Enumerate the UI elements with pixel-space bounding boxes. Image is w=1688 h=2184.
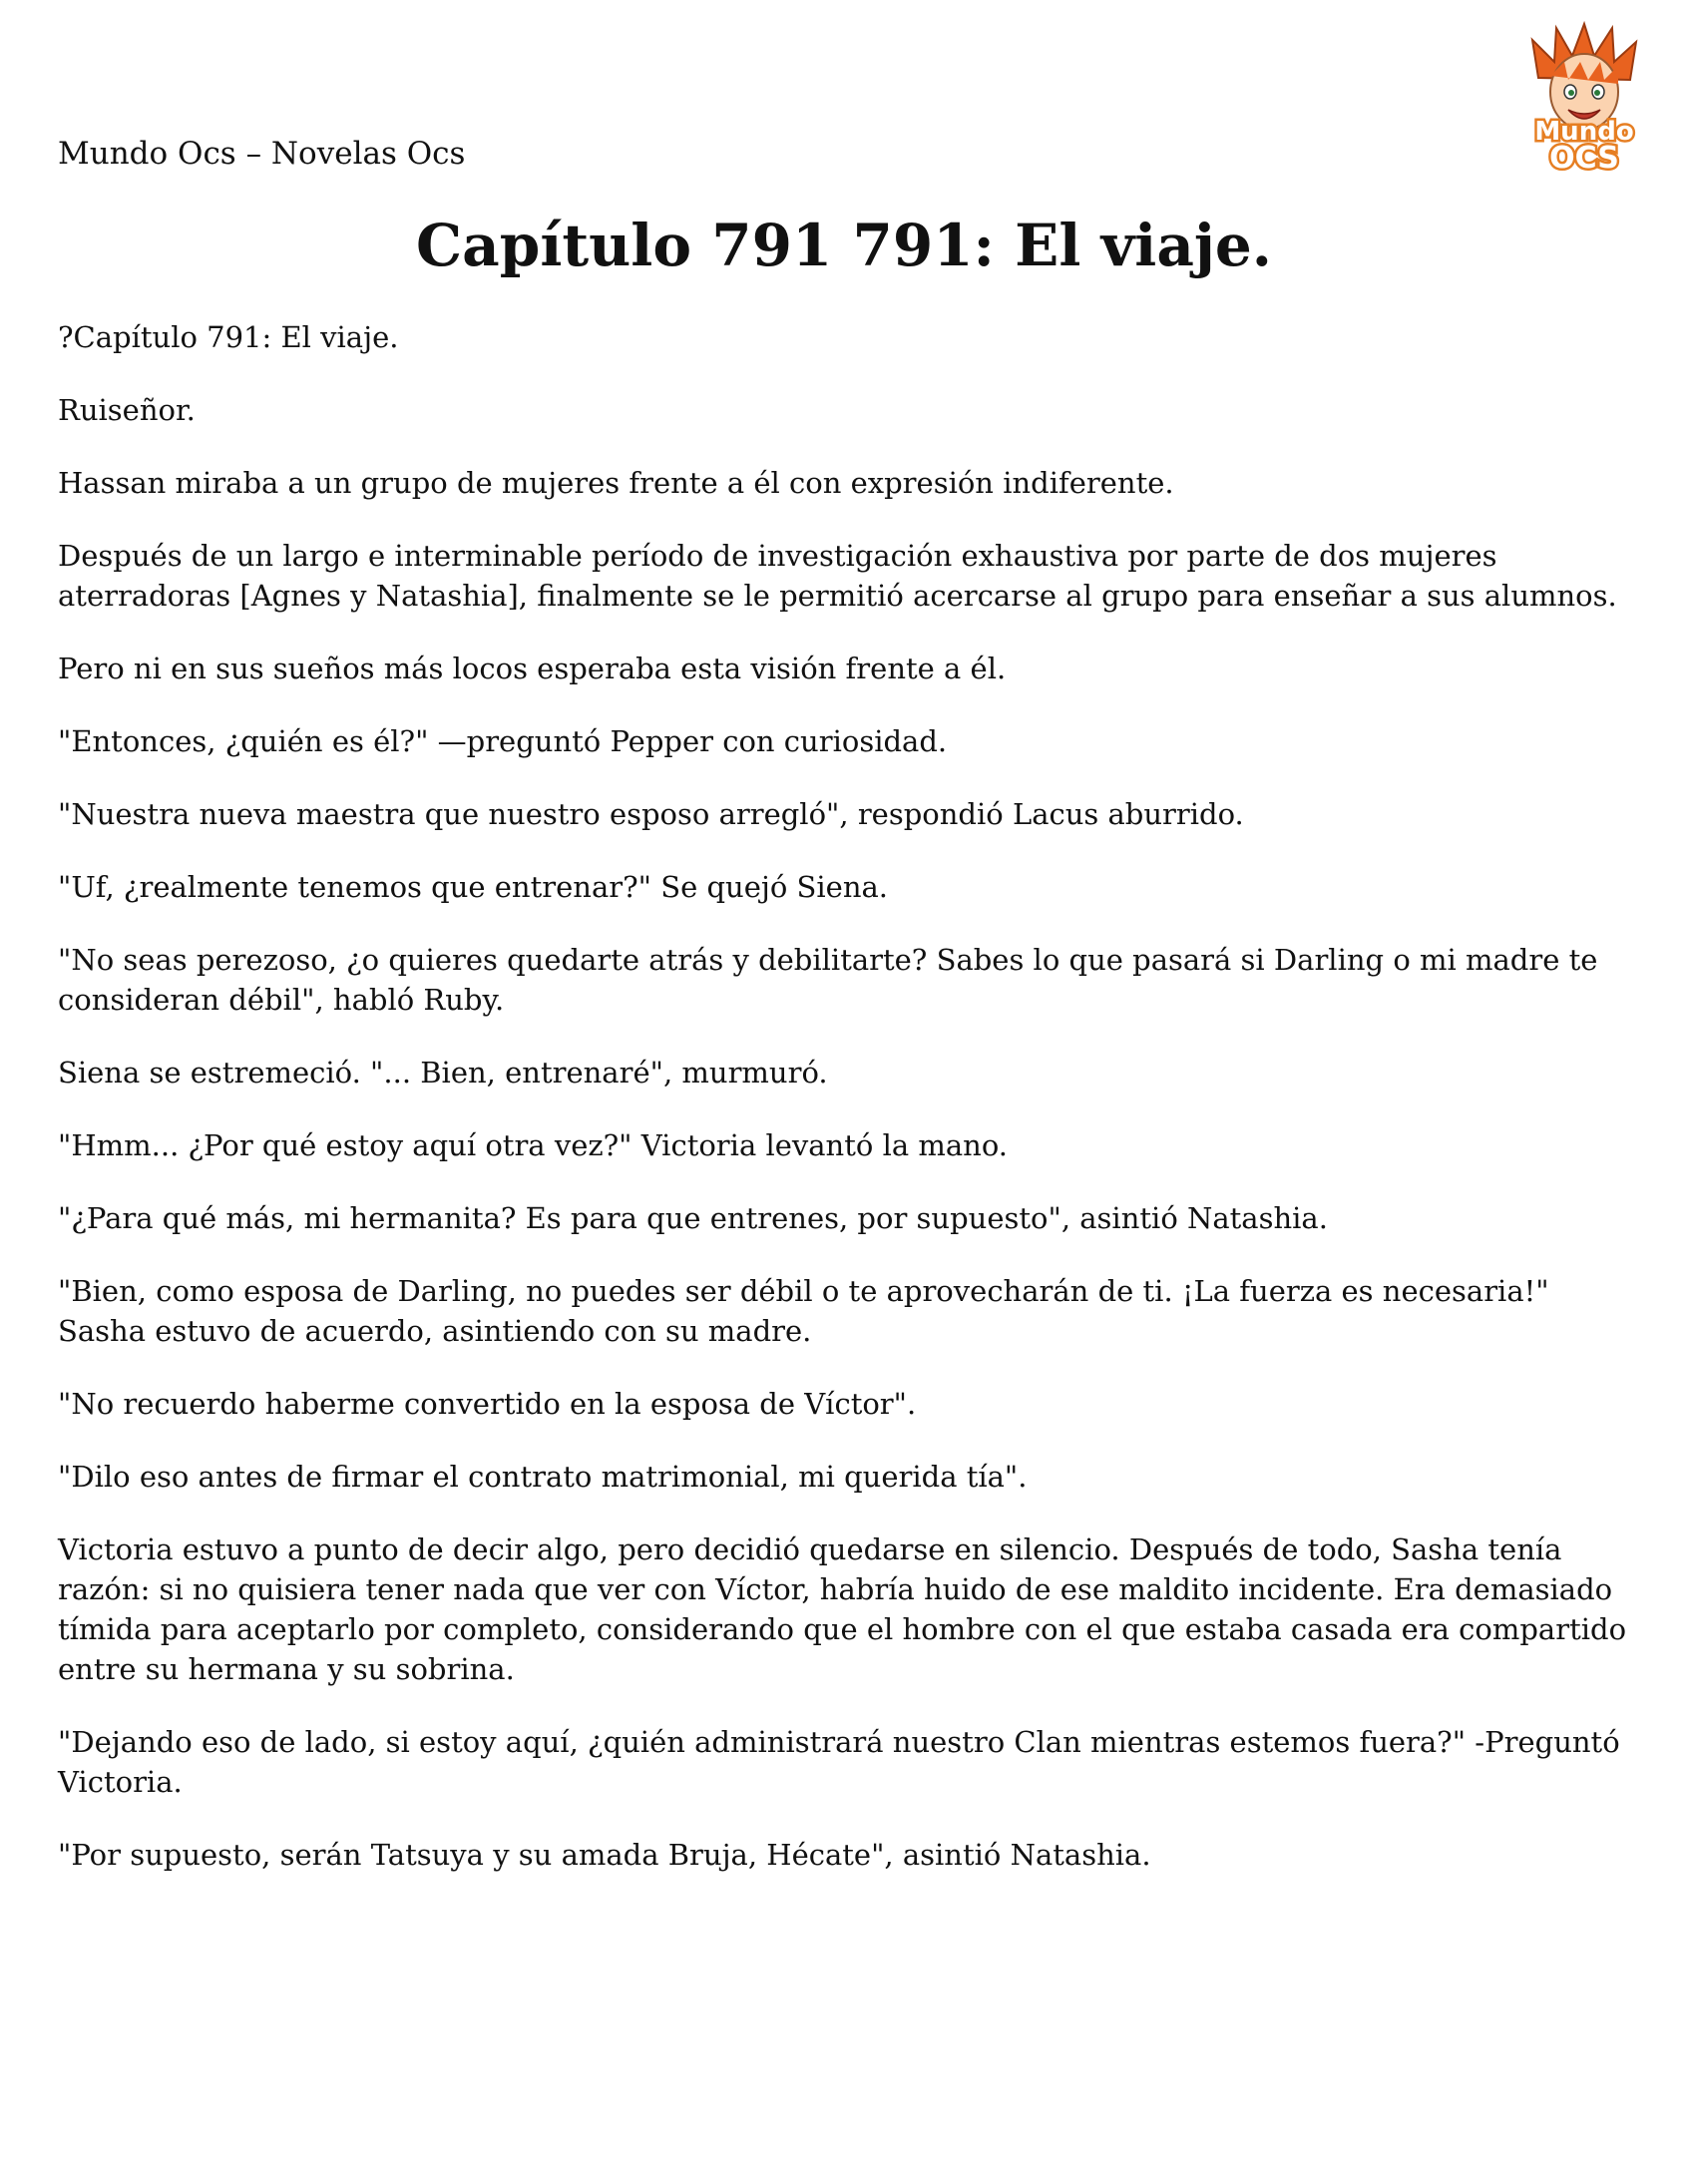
paragraph: "Nuestra nueva maestra que nuestro esposo arregló", respondió Lacus aburrido. bbox=[58, 797, 1244, 831]
paragraph: ?Capítulo 791: El viaje. bbox=[58, 320, 399, 354]
paragraph: Después de un largo e interminable período de investigación exhaustiva por parte de dos mujeres aterradoras [Agnes y Natashia], finalmente se le permitió acercarse al grupo para enseñar a sus alumnos. bbox=[58, 539, 1617, 613]
paragraph: "Entonces, ¿quién es él?" —preguntó Pepper con curiosidad. bbox=[58, 724, 948, 758]
paragraph: Ruiseñor. bbox=[58, 393, 196, 427]
paragraph: "No seas perezoso, ¿o quieres quedarte atrás y debilitarte? Sabes lo que pasará si Darling o mi madre te consideran débil", habló Ruby. bbox=[58, 943, 1598, 1017]
paragraph: "¿Para qué más, mi hermanita? Es para que entrenes, por supuesto", asintió Natashia. bbox=[58, 1201, 1328, 1235]
chapter-body bbox=[58, 317, 1644, 1908]
paragraph: "Por supuesto, serán Tatsuya y su amada Bruja, Hécate", asintió Natashia. bbox=[58, 1838, 1151, 1872]
svg-text:Mundo: Mundo bbox=[1534, 117, 1634, 147]
paragraph: Pero ni en sus sueños más locos esperaba esta visión frente a él. bbox=[58, 652, 1007, 685]
paragraph: Victoria estuvo a punto de decir algo, pero decidió quedarse en silencio. Después de todo, Sasha tenía razón: si no quisiera tener nada que ver con Víctor, habría huido de ese maldito incidente. Era demasiado tímida para aceptarlo por completo, considerando que el hombre con el que estaba casada era compartido entre su hermana y su sobrina. bbox=[58, 1532, 1627, 1686]
paragraph: "Bien, como esposa de Darling, no puedes ser débil o te aprovecharán de ti. ¡La fuerza es necesaria!" Sasha estuvo de acuerdo, asintiendo con su madre. bbox=[58, 1274, 1549, 1348]
paragraph: "Dejando eso de lado, si estoy aquí, ¿quién administrará nuestro Clan mientras estemos fuera?" -Preguntó Victoria. bbox=[58, 1725, 1620, 1799]
paragraph: Siena se estremeció. "... Bien, entrenaré", murmuró. bbox=[58, 1056, 828, 1090]
mundo-ocs-logo bbox=[1504, 18, 1664, 178]
svg-text:OCS: OCS bbox=[1549, 141, 1619, 176]
paragraph: "Dilo eso antes de firmar el contrato matrimonial, mi querida tía". bbox=[58, 1460, 1028, 1494]
paragraph: "Uf, ¿realmente tenemos que entrenar?" Se quejó Siena. bbox=[58, 870, 889, 904]
paragraph: "No recuerdo haberme convertido en la esposa de Víctor". bbox=[58, 1387, 917, 1421]
chapter-title: Capítulo 791 791: El viaje. bbox=[416, 212, 1272, 279]
paragraph: "Hmm... ¿Por qué estoy aquí otra vez?" Victoria levantó la mano. bbox=[58, 1128, 1008, 1162]
site-header: Mundo Ocs – Novelas Ocs bbox=[58, 136, 466, 172]
paragraph: Hassan miraba a un grupo de mujeres frente a él con expresión indiferente. bbox=[58, 466, 1174, 500]
